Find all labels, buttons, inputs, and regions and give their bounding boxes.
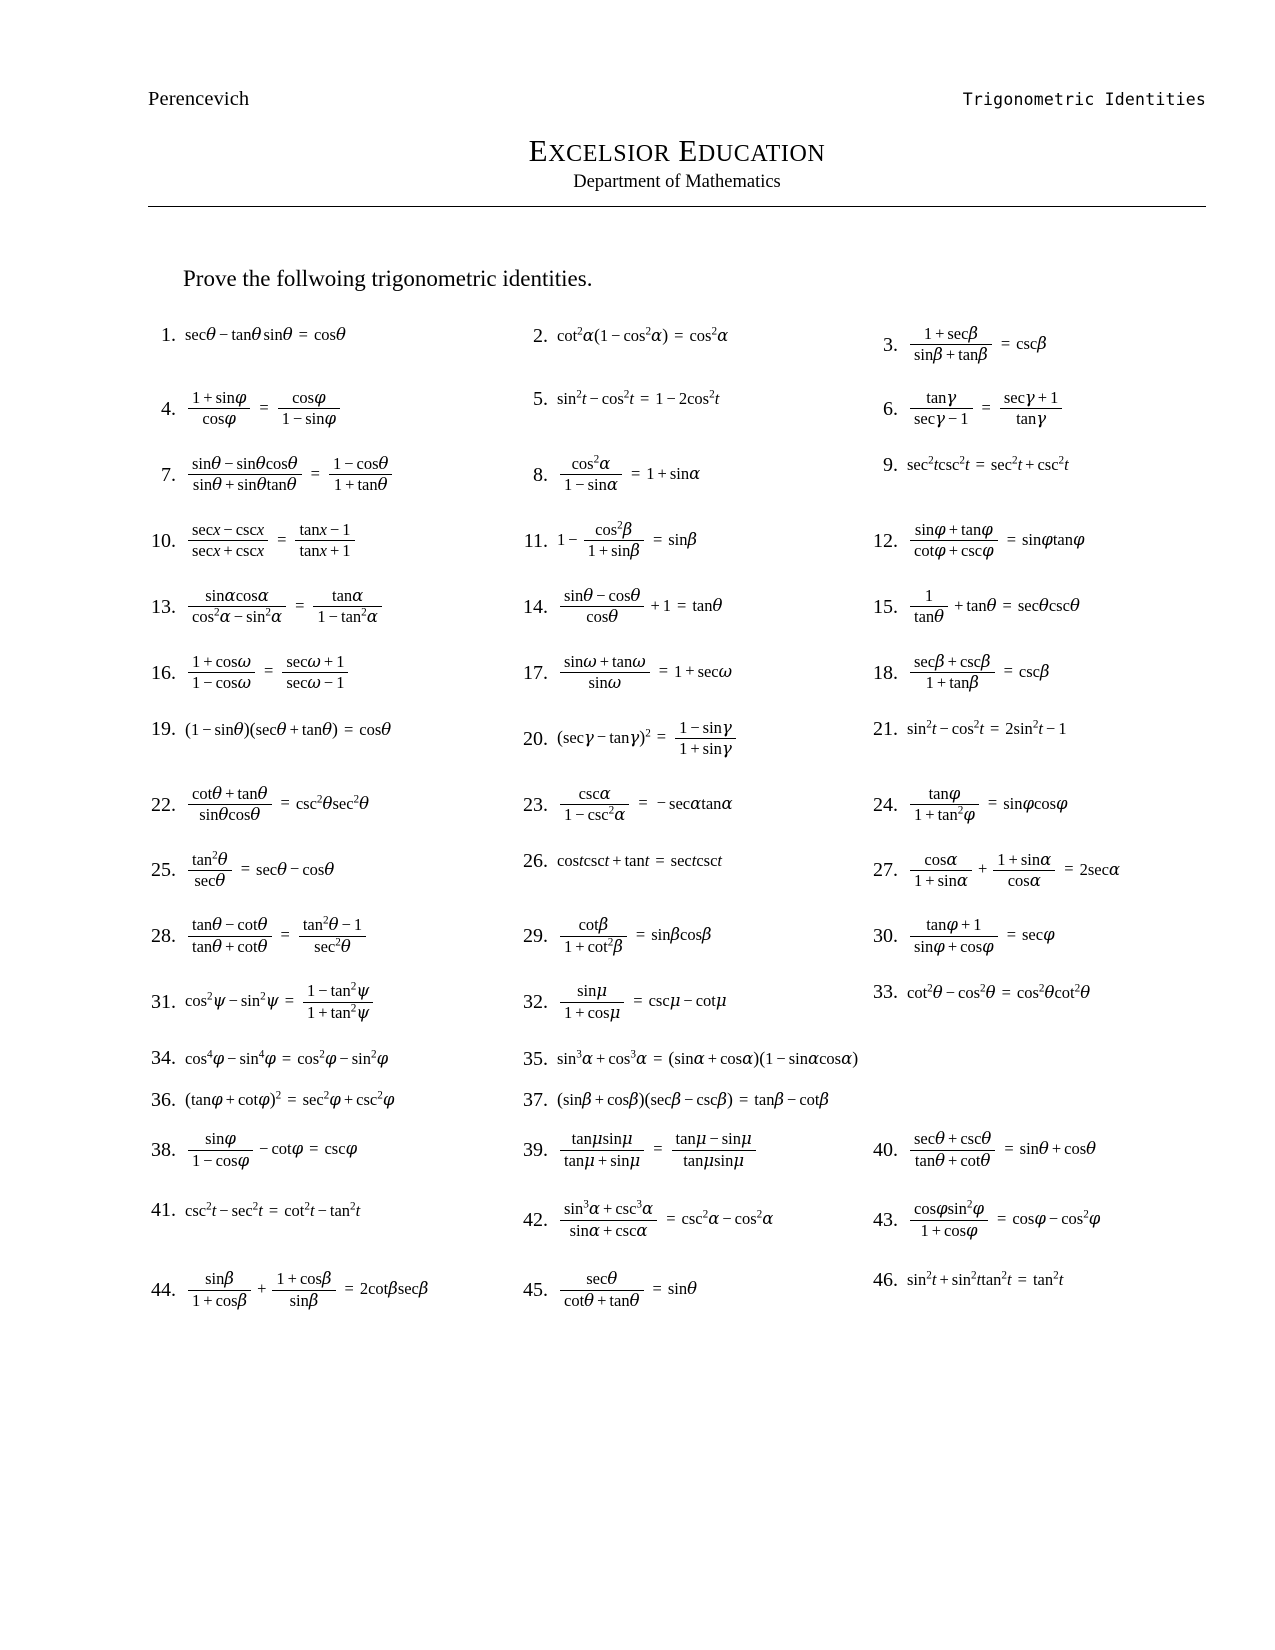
problem-item	[512, 587, 862, 627]
problem-expression: $\frac{\sec\theta + \csc\theta}{\tan\theta + \cot\theta}$ = sinθ + cosθ	[907, 1130, 1210, 1170]
fraction-numerator: tanφ	[928, 783, 961, 803]
problem-expression: $\frac{\sin^3\alpha + \csc^3\alpha}{\sin\alpha + \csc\alpha}$ = $\csc^2\alpha - \cos^2\alpha$	[557, 1200, 862, 1240]
fraction	[329, 455, 393, 495]
fraction-numerator: $1 - \tan^2\psi$	[307, 980, 370, 1001]
problem-expression: $\frac{\sec\beta + \csc\beta}{1 + \tan\beta}$ = cscβ	[907, 653, 1210, 693]
fraction-denominator: 1 + cosμ	[560, 1002, 624, 1022]
fraction-numerator: $\cos^2\beta$	[595, 519, 633, 539]
problem-expression: $\frac{1 + \cos\omega}{1 - \cos\omega}$ = $\frac{\sec\omega + 1}{\sec\omega - 1}$	[185, 653, 512, 693]
problem-number: 7.	[161, 463, 176, 486]
problem-list	[140, 325, 1210, 1336]
problem-row	[140, 719, 1210, 759]
problem-item	[862, 653, 1210, 693]
fraction-denominator: 1 + tanθ	[329, 474, 393, 494]
problem-item	[140, 916, 512, 956]
fraction	[295, 521, 354, 561]
problem-number: 38.	[151, 1139, 176, 1162]
fraction-denominator: 1 + sinβ	[584, 540, 644, 560]
problem-number: 15.	[873, 595, 898, 618]
problem-number: 43.	[873, 1209, 898, 1232]
problem-number: 39.	[523, 1139, 548, 1162]
organization-title-word-2	[678, 133, 825, 168]
problem-expression: $\frac{\sec x - \csc x}{\sec x + \csc x}$ = $\frac{\tan x - 1}{\tan x + 1}$	[185, 521, 512, 561]
problem-number: 18.	[873, 661, 898, 684]
problem-expression: $\frac{\sin\beta}{1 + \cos\beta}$ + $\frac{1 + \cos\beta}{\sin\beta}$ = 2cotβsecβ	[185, 1270, 512, 1310]
fraction-denominator: $\sec^2\theta$	[299, 936, 366, 956]
fraction	[910, 916, 998, 956]
fraction-denominator: secx + cscx	[188, 540, 268, 560]
fraction-numerator: 1 + cosβ	[276, 1269, 332, 1289]
fraction-numerator: $\tan^2\theta - 1$	[302, 914, 363, 935]
problem-number: 6.	[883, 397, 898, 420]
problem-expression: $\sin^2t + \sin^2ttan^2t = \tan^2t$	[907, 1269, 1064, 1290]
fraction-numerator: sinθ − cosθ	[564, 585, 641, 605]
fraction	[560, 982, 624, 1022]
problem-row	[140, 1048, 1210, 1069]
instructions-text: Prove the follwoing trigonometric identities.	[183, 266, 593, 291]
fraction	[675, 719, 736, 759]
problem-number: 14.	[523, 595, 548, 618]
problem-expression: $\frac{\sin\mu}{1 + \cos\mu}$ = cscμ − cotμ	[557, 982, 862, 1022]
organization-title	[148, 133, 1206, 169]
problem-item	[862, 719, 1210, 739]
problem-expression: secθ − tanθ sinθ = cosθ	[185, 325, 346, 345]
fraction-denominator: 1 + tanβ	[910, 672, 995, 692]
problem-item	[140, 521, 512, 561]
problem-number: 30.	[873, 925, 898, 948]
problem-item	[512, 719, 862, 759]
problem-item	[140, 389, 512, 429]
fraction-denominator: $1 + \cot^2\beta$	[560, 936, 627, 956]
fraction-denominator: tanx + 1	[295, 540, 354, 560]
fraction-denominator: $1 - \tan^2\alpha$	[313, 606, 382, 626]
organization-title-word-1	[529, 133, 671, 168]
problem-expression: $(\tan\varphi + \cot\varphi)^2 = \sec^2\varphi + \csc^2\varphi$	[185, 1089, 395, 1110]
fraction-denominator: cosθ	[560, 606, 644, 626]
problem-item	[862, 325, 1210, 365]
problem-expression: $\frac{1 + \sec\beta}{\sin\beta + \tan\beta}$ = cscβ	[907, 325, 1210, 365]
problem-item	[512, 916, 862, 956]
problem-expression: $\frac{\tan\mu\sin\mu}{\tan\mu + \sin\mu}$ = $\frac{\tan\mu - \sin\mu}{\tan\mu\sin\mu}$	[557, 1130, 862, 1170]
problem-item	[140, 1270, 512, 1310]
fraction	[910, 325, 992, 365]
problem-expression: $\frac{\cot\beta}{1 + \cot^2\beta}$ = sinβcosβ	[557, 916, 862, 956]
problem-expression: $\cot^2\theta - \cos^2\theta = \cos^2\theta\cot^2\theta$	[907, 982, 1091, 1002]
problem-row	[140, 325, 1210, 365]
fraction-denominator: sinω	[560, 672, 650, 692]
problem-expression: $\frac{\cos\alpha}{1 + \sin\alpha}$ + $\frac{1 + \sin\alpha}{\cos\alpha}$ = 2secα	[907, 851, 1210, 891]
problem-item	[140, 851, 512, 891]
problem-item	[512, 389, 862, 409]
fraction-numerator: tanθ − cotθ	[192, 915, 268, 935]
problem-row	[140, 982, 1210, 1022]
problem-number: 41.	[151, 1199, 176, 1222]
problem-expression: $\frac{\sec\theta}{\cot\theta + \tan\theta}$ = sinθ	[557, 1270, 862, 1310]
fraction-denominator: sinβ	[272, 1290, 335, 1310]
author-name: Perencevich	[148, 88, 250, 110]
problem-item	[140, 1200, 512, 1220]
fraction-numerator: $\tan^2\theta$	[192, 849, 228, 869]
problem-number: 4.	[161, 397, 176, 420]
department-subtitle: Department of Mathematics	[573, 172, 781, 192]
fraction-numerator: secγ + 1	[1003, 387, 1059, 407]
problem-number: 46.	[873, 1269, 898, 1292]
problem-expression: $\frac{\sin\varphi + \tan\varphi}{\cot\varphi + \csc\varphi}$ = sinφtanφ	[907, 521, 1210, 561]
fraction-numerator: sinθ − sinθcosθ	[192, 453, 298, 473]
problem-number: 33.	[873, 981, 898, 1004]
fraction	[278, 389, 340, 429]
problem-number: 31.	[151, 991, 176, 1014]
problem-item	[862, 587, 1210, 627]
fraction	[560, 1270, 644, 1310]
header-divider-rule	[148, 206, 1206, 207]
problem-expression: $\frac{\tan^2\theta}{\sec\theta}$ = secθ − cosθ	[185, 851, 512, 891]
problem-number: 1.	[161, 324, 176, 346]
fraction-numerator: sinμ	[577, 981, 608, 1001]
problem-item	[512, 521, 862, 561]
problem-number: 21.	[873, 717, 898, 740]
problem-item	[862, 785, 1210, 825]
problem-row	[140, 389, 1210, 429]
problem-number: 35.	[523, 1047, 548, 1070]
problem-number: 26.	[523, 849, 548, 872]
problem-number: 19.	[151, 718, 176, 741]
org-word2-capital: E	[678, 133, 698, 168]
problem-number: 45.	[523, 1279, 548, 1302]
fraction-denominator: 1 + sinα	[910, 870, 972, 890]
problem-item	[140, 653, 512, 693]
problem-item	[512, 1130, 862, 1170]
problem-number: 42.	[523, 1209, 548, 1232]
problem-item	[140, 719, 512, 740]
problem-number: 27.	[873, 859, 898, 882]
problem-number: 5.	[533, 387, 548, 410]
fraction	[272, 1270, 335, 1310]
fraction	[560, 1130, 644, 1170]
problem-expression: $\frac{\sin\theta - \sin\theta\cos\theta}{\sin\theta + \sin\theta\tan\theta}$ = $\frac{1 - \cos\theta}{1 + \tan\theta}$	[185, 455, 512, 495]
fraction	[560, 455, 622, 495]
problem-number: 17.	[523, 661, 548, 684]
problem-item	[512, 325, 862, 346]
problem-expression: $\frac{\tan\gamma}{\sec\gamma - 1}$ = $\frac{\sec\gamma + 1}{\tan\gamma}$	[907, 389, 1210, 429]
problem-expression: (sinβ + cosβ)(secβ − cscβ) = tanβ − cotβ	[557, 1089, 830, 1110]
fraction	[299, 916, 366, 956]
problem-expression: $\frac{\tan\varphi + 1}{\sin\varphi + \cos\varphi}$ = secφ	[907, 916, 1210, 956]
problem-expression: (1 − sinθ)(secθ + tanθ) = cosθ	[185, 718, 392, 739]
header-top-row	[148, 88, 1206, 111]
fraction	[910, 851, 972, 891]
page-header	[148, 88, 1206, 193]
problem-item	[512, 1089, 862, 1110]
problem-number: 36.	[151, 1088, 176, 1111]
fraction-denominator: sinφ + cosφ	[910, 936, 998, 956]
fraction-numerator: cotθ + tanθ	[192, 783, 268, 803]
fraction-numerator: secθ	[586, 1269, 618, 1289]
problem-expression: $\frac{\cos\varphi\sin^2\varphi}{1 + \cos\varphi}$ = $\cos\varphi - \cos^2\varphi$	[907, 1200, 1210, 1240]
fraction-numerator: cscα	[578, 783, 611, 803]
fraction-denominator: cosα	[993, 870, 1055, 890]
fraction	[584, 521, 644, 561]
problem-number: 22.	[151, 793, 176, 816]
fraction-numerator: secω + 1	[286, 651, 345, 671]
problem-number: 9.	[883, 453, 898, 476]
document-subject: Trigonometric Identities	[962, 90, 1206, 109]
fraction	[188, 455, 302, 495]
fraction-numerator: tanα	[332, 585, 364, 605]
fraction	[188, 587, 286, 627]
problem-item	[140, 982, 512, 1022]
problem-number: 2.	[533, 324, 548, 347]
problem-expression: costcsct + tant = sectcsct	[557, 850, 722, 870]
fraction-denominator: 1 − cosω	[188, 672, 255, 692]
problem-item	[512, 785, 862, 825]
problem-row	[140, 1200, 1210, 1240]
fraction-denominator: sinθ + sinθtanθ	[188, 474, 302, 494]
fraction-numerator: secθ + cscθ	[914, 1129, 992, 1149]
problem-row	[140, 521, 1210, 561]
fraction-numerator: secx − cscx	[192, 519, 265, 539]
problem-number: 28.	[151, 925, 176, 948]
fraction-numerator: tanx − 1	[299, 519, 351, 539]
fraction-denominator: tanμsinμ	[672, 1150, 756, 1170]
problem-number: 23.	[523, 793, 548, 816]
problem-expression: $\sin^2t - \cos^2t = 1 - 2\cos^2t$	[557, 388, 720, 409]
fraction-denominator: secγ − 1	[910, 408, 973, 428]
problem-row	[140, 653, 1210, 693]
fraction	[188, 851, 232, 891]
fraction-numerator: 1 + sinφ	[192, 387, 247, 407]
fraction-denominator: tanθ + cotθ	[188, 936, 272, 956]
problem-expression: $(\sec\gamma - \tan\gamma)^2$ = $\frac{1 - \sin\gamma}{1 + \sin\gamma}$	[557, 719, 862, 759]
fraction-numerator: cosφ	[292, 387, 326, 407]
problem-item	[862, 455, 1210, 475]
problem-item	[862, 1130, 1210, 1170]
fraction-numerator: 1 + cosω	[192, 651, 252, 671]
fraction	[993, 851, 1055, 891]
fraction-denominator: cotφ + cscφ	[910, 540, 998, 560]
fraction	[910, 587, 948, 627]
fraction-numerator: sinβ	[205, 1269, 234, 1289]
fraction-numerator: cosφsin$^2$φ	[914, 1198, 984, 1219]
problem-item	[512, 1270, 862, 1310]
fraction-numerator: sinφ + tanφ	[914, 519, 993, 539]
fraction	[188, 916, 272, 956]
problem-expression: $\frac{\sin\varphi}{1 - \cos\varphi}$ − cotφ = cscφ	[185, 1130, 512, 1170]
fraction	[188, 1270, 251, 1310]
fraction	[188, 653, 255, 693]
fraction-denominator: $1 + \tan^2\psi$	[303, 1002, 373, 1022]
problem-item	[512, 653, 862, 693]
org-word1-smallcaps: XCELSIOR	[548, 141, 671, 167]
fraction-denominator: $\cos^2\alpha - \sin^2\alpha$	[188, 606, 286, 626]
problem-expression: $\frac{\csc\alpha}{1 - \csc^2\alpha}$ = − secαtanα	[557, 785, 862, 825]
problem-item	[862, 1200, 1210, 1240]
fraction-denominator: 1 + cosφ	[910, 1220, 988, 1240]
problem-expression: $\frac{1 + \sin\varphi}{\cos\varphi}$ = $\frac{\cos\varphi}{1 - \sin\varphi}$	[185, 389, 512, 429]
fraction-numerator: $\sin^3\alpha + \csc^3\alpha$	[564, 1198, 654, 1219]
fraction	[1000, 389, 1063, 429]
fraction-denominator: 1 − sinα	[560, 474, 622, 494]
org-word1-capital: E	[528, 133, 549, 168]
problem-item	[512, 851, 862, 871]
fraction-denominator: 1 − cosφ	[188, 1150, 253, 1170]
fraction-numerator: 1 − cosθ	[332, 453, 389, 473]
fraction	[672, 1130, 756, 1170]
problem-number: 25.	[151, 859, 176, 882]
problem-item	[140, 325, 512, 345]
fraction	[188, 785, 272, 825]
problem-item	[512, 982, 862, 1022]
fraction	[188, 389, 250, 429]
fraction-denominator: 1 + cosβ	[188, 1290, 251, 1310]
fraction-denominator: $1 - \csc^2\alpha$	[560, 804, 629, 824]
fraction-numerator: secβ + cscβ	[914, 651, 991, 671]
problem-item	[862, 851, 1210, 891]
fraction	[560, 785, 629, 825]
fraction-denominator: sinα + cscα	[560, 1220, 657, 1240]
problem-expression: $\frac{\sin\theta - \cos\theta}{\cos\theta}$ + 1 = tanθ	[557, 587, 862, 627]
fraction-denominator: 1 − sinφ	[278, 408, 340, 428]
problem-number: 12.	[873, 529, 898, 552]
problem-row	[140, 1270, 1210, 1310]
fraction-denominator: tanθ	[910, 606, 948, 626]
problem-row	[140, 851, 1210, 891]
fraction-numerator: sinαcosα	[205, 585, 269, 605]
problem-number: 16.	[151, 661, 176, 684]
fraction	[560, 587, 644, 627]
problem-item	[512, 1048, 862, 1069]
fraction-numerator: 1	[924, 585, 934, 605]
fraction	[303, 982, 373, 1022]
problem-expression: $\frac{\sin\omega + \tan\omega}{\sin\omega}$ = 1 + secω	[557, 653, 862, 693]
fraction-numerator: 1 − sinγ	[679, 717, 732, 737]
fraction-denominator: secθ	[188, 870, 232, 890]
problem-row	[140, 916, 1210, 956]
fraction-numerator: cosα	[924, 849, 958, 869]
problem-number: 20.	[523, 727, 548, 750]
problem-item	[140, 785, 512, 825]
problem-number: 40.	[873, 1139, 898, 1162]
problem-item	[862, 982, 1210, 1002]
problem-number: 29.	[523, 925, 548, 948]
problem-number: 3.	[883, 333, 898, 356]
problem-row	[140, 1089, 1210, 1110]
problem-expression: $\frac{\tan\varphi}{1 + \tan^2\varphi}$ = sinφcosφ	[907, 785, 1210, 825]
problem-item	[140, 1130, 512, 1170]
problem-item	[862, 1270, 1210, 1290]
fraction	[910, 1130, 995, 1170]
fraction-denominator: tanθ + cotθ	[910, 1150, 995, 1170]
problem-expression: $\frac{\tan\theta - \cot\theta}{\tan\theta + \cot\theta}$ = $\frac{\tan^2\theta - 1}{\sec^2\theta}$	[185, 916, 512, 956]
fraction	[188, 1130, 253, 1170]
fraction-denominator: cotθ + tanθ	[560, 1290, 644, 1310]
problem-expression: $\sin^3\alpha + \cos^3\alpha = (\sin\alpha + \cos\alpha)(1 - \sin\alpha\cos\alpha)$	[557, 1048, 859, 1069]
fraction-numerator: tanμsinμ	[571, 1129, 633, 1149]
problem-number: 8.	[533, 463, 548, 486]
fraction-denominator: 1 + sinγ	[675, 738, 736, 758]
problem-item	[140, 1048, 512, 1068]
problem-number: 11.	[523, 529, 548, 552]
problem-expression: $\sin^2t - \cos^2t = 2\sin^2t - 1$	[907, 718, 1067, 738]
fraction-numerator: sinφ	[205, 1129, 236, 1149]
problem-number: 24.	[873, 793, 898, 816]
fraction-denominator: sinθcosθ	[188, 804, 272, 824]
problem-expression: $\sec^2tcsc^2t = \sec^2t + \csc^2t$	[907, 454, 1069, 475]
fraction	[560, 916, 627, 956]
problem-expression: $\frac{\cot\theta + \tan\theta}{\sin\theta\cos\theta}$ = $\csc^2\theta\sec^2\theta$	[185, 785, 512, 825]
problem-item	[862, 521, 1210, 561]
problem-expression: $\csc^2t - \sec^2t = \cot^2t - \tan^2t$	[185, 1200, 361, 1220]
problem-expression: $\cos^4\varphi - \sin^4\varphi = \cos^2\varphi - \sin^2\varphi$	[185, 1048, 389, 1068]
fraction	[560, 1200, 657, 1240]
fraction-denominator: tanμ + sinμ	[560, 1150, 644, 1170]
problem-row	[140, 587, 1210, 627]
fraction-denominator: tanγ	[1000, 408, 1063, 428]
fraction-denominator: sinβ + tanβ	[910, 344, 992, 364]
problem-expression: $\frac{\sin\alpha\cos\alpha}{\cos^2\alpha - \sin^2\alpha}$ = $\frac{\tan\alpha}{1 - \tan^2\alpha}$	[185, 587, 512, 627]
problem-item	[862, 916, 1210, 956]
fraction	[910, 389, 973, 429]
fraction	[910, 521, 998, 561]
problem-number: 13.	[151, 595, 176, 618]
fraction-numerator: 1 + sinα	[997, 849, 1052, 869]
fraction-numerator: tanγ	[926, 387, 957, 407]
fraction-numerator: $\cos^2\alpha$	[571, 453, 611, 473]
problem-item	[140, 587, 512, 627]
problem-expression: $\frac{\cos^2\alpha}{1 - \sin\alpha}$ = 1 + sinα	[557, 455, 862, 495]
fraction	[313, 587, 382, 627]
fraction-numerator: tanφ + 1	[926, 915, 982, 935]
problem-number: 37.	[523, 1088, 548, 1111]
fraction-numerator: sinω + tanω	[564, 651, 646, 671]
fraction-numerator: tanμ − sinμ	[675, 1129, 752, 1149]
fraction-denominator: secω − 1	[282, 672, 348, 692]
problem-item	[140, 455, 512, 495]
fraction	[910, 785, 979, 825]
fraction-denominator: $1 + \tan^2\varphi$	[910, 804, 979, 824]
problem-item	[140, 1089, 512, 1110]
problem-expression: $\frac{1}{\tan\theta}$ + tanθ = secθcscθ	[907, 587, 1210, 627]
problem-item	[512, 455, 862, 495]
problem-expression: $\cos^2\psi - \sin^2\psi$ = $\frac{1 - \tan^2\psi}{1 + \tan^2\psi}$	[185, 982, 512, 1022]
problem-row	[140, 785, 1210, 825]
problem-item	[862, 389, 1210, 429]
problem-expression: 1 − $\frac{\cos^2\beta}{1 + \sin\beta}$ = sinβ	[557, 519, 698, 561]
problem-row	[140, 455, 1210, 495]
fraction	[910, 653, 995, 693]
problem-number: 44.	[151, 1279, 176, 1302]
fraction-numerator: 1 + secβ	[923, 324, 979, 343]
org-word2-smallcaps: DUCATION	[697, 141, 826, 167]
fraction	[560, 653, 650, 693]
fraction-numerator: cotβ	[578, 915, 609, 935]
problem-expression: $\cot^2\alpha(1 - \cos^2\alpha) = \cos^2\alpha$	[557, 325, 729, 345]
problem-number: 32.	[523, 991, 548, 1014]
problem-number: 10.	[151, 529, 176, 552]
problem-number: 34.	[151, 1047, 176, 1070]
fraction	[188, 521, 268, 561]
problem-item	[512, 1200, 862, 1240]
fraction	[282, 653, 348, 693]
problem-row	[140, 1130, 1210, 1170]
fraction	[910, 1200, 988, 1240]
fraction-denominator: cosφ	[188, 408, 250, 428]
